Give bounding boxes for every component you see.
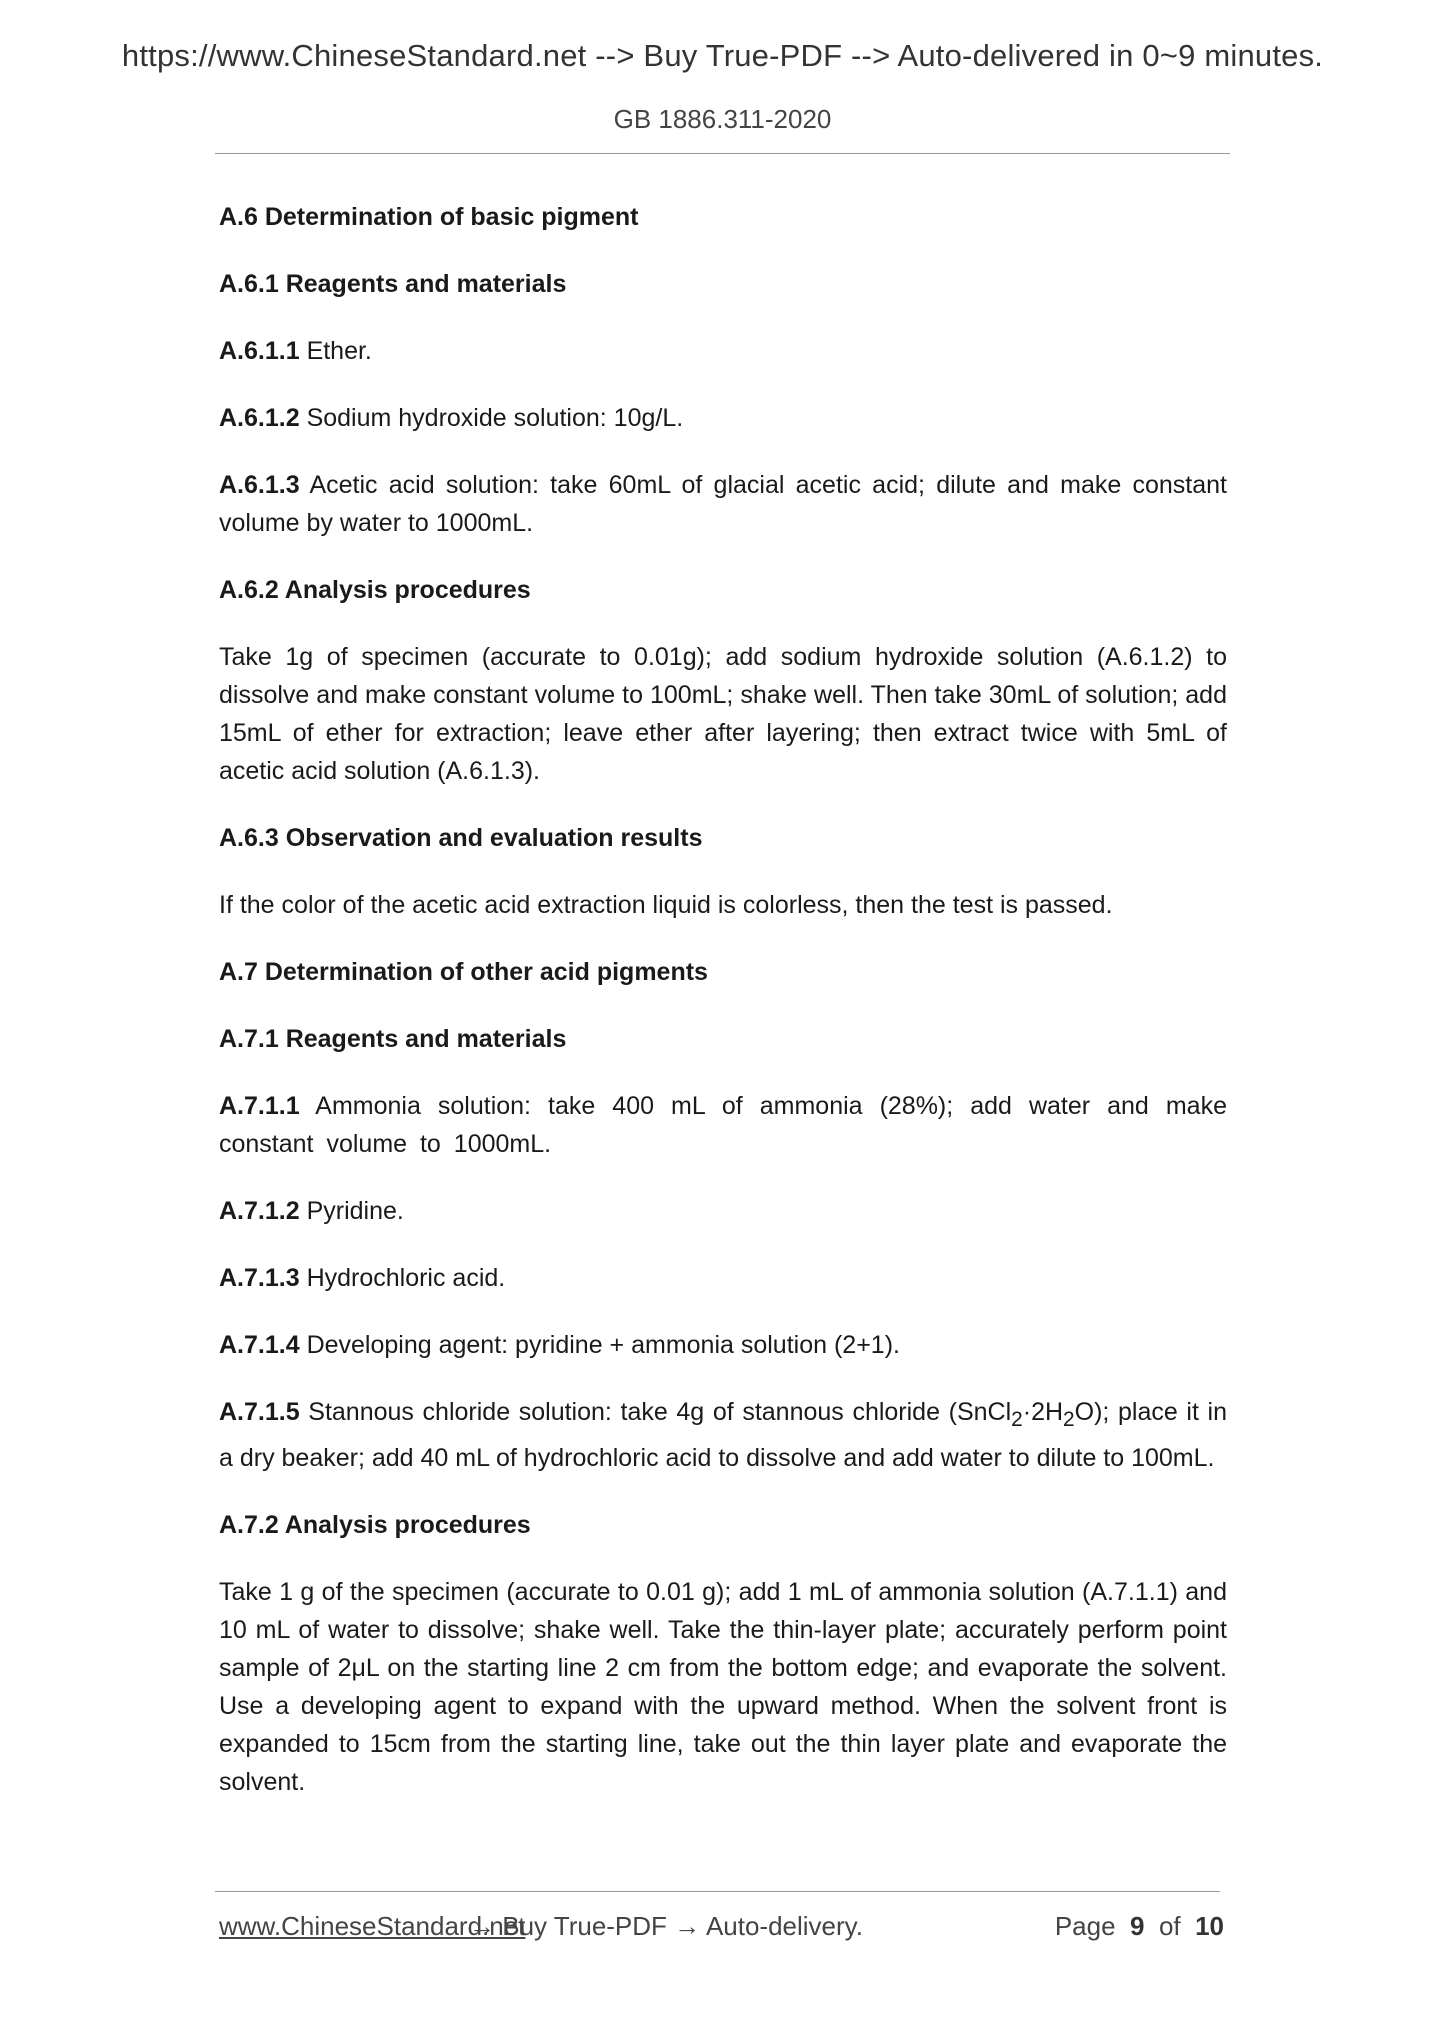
clause-a612: [219, 399, 1227, 437]
page-label: Page: [1054, 1911, 1116, 1941]
clause-text: O); place it in a dry beaker; add 40 mL of hydrochloric acid to dissolve and add water to dilute to 100mL.: [219, 1398, 1228, 1472]
section-heading-a62: A.6.2 Analysis procedures: [219, 576, 531, 604]
clause-number: A.7.1.2: [219, 1197, 300, 1225]
section-heading-a7: A.7 Determination of other acid pigments: [219, 958, 708, 986]
section-heading-a6: A.6 Determination of basic pigment: [219, 203, 639, 231]
clause-a611: [219, 332, 1227, 370]
page-indicator: [1055, 1911, 1224, 1942]
footer-site-link[interactable]: www.ChineseStandard.net: [219, 1911, 526, 1941]
of-label: of: [1158, 1911, 1181, 1941]
subscript: 2: [1063, 1408, 1075, 1431]
clause-text: Hydrochloric acid.: [306, 1264, 506, 1292]
page-total: 10: [1195, 1911, 1224, 1941]
document-body: [219, 198, 1227, 1830]
clause-number: A.7.1.3: [219, 1264, 300, 1292]
footer-divider: [215, 1891, 1220, 1892]
clause-number: A.7.1.5: [219, 1398, 300, 1426]
clause-a613: [219, 466, 1227, 542]
clause-text: Ether.: [306, 337, 372, 365]
section-heading-a63: A.6.3 Observation and evaluation results: [219, 824, 703, 852]
section-heading-a71: A.7.1 Reagents and materials: [219, 1025, 567, 1053]
clause-a712: [219, 1192, 1227, 1230]
clause-a713: [219, 1259, 1227, 1297]
subscript: 2: [1011, 1408, 1023, 1431]
clause-number: A.6.1.3: [219, 471, 300, 499]
clause-text: Developing agent: pyridine + ammonia solution (2+1).: [306, 1331, 900, 1359]
section-heading-a61: A.6.1 Reagents and materials: [219, 270, 567, 298]
paragraph-a63: If the color of the acetic acid extraction liquid is colorless, then the test is passed.: [219, 891, 1113, 919]
footer-tagline: → Buy True-PDF → Auto-delivery.: [469, 1911, 863, 1941]
clause-number: A.7.1.1: [219, 1092, 300, 1120]
clause-text: ·2H: [1022, 1398, 1064, 1426]
clause-a714: [219, 1326, 1227, 1364]
paragraph-a62: Take 1g of specimen (accurate to 0.01g); add sodium hydroxide solution (A.6.1.2) to dissolve and make constant volume to 100mL; shake well. Then take 30mL of solution; add 15mL of ether for extraction; leave ether after layering; then extract twice with 5mL of acetic acid solution (A.6.1.3).: [219, 643, 1227, 785]
page-number: 9: [1130, 1911, 1145, 1941]
top-banner: https://www.ChineseStandard.net --> Buy True-PDF --> Auto-delivered in 0~9 minutes.: [121, 38, 1324, 73]
section-heading-a72: A.7.2 Analysis procedures: [219, 1511, 531, 1539]
clause-a711: [219, 1087, 1227, 1163]
document-code: GB 1886.311-2020: [613, 104, 832, 134]
clause-text: Pyridine.: [306, 1197, 404, 1225]
clause-a715: [219, 1393, 1227, 1477]
page-footer: [219, 1911, 1224, 1949]
clause-text: Ammonia solution: take 400 mL of ammonia (28%); add water and make constant volume to 1000mL.: [219, 1092, 1227, 1158]
header-divider: [215, 153, 1230, 154]
clause-text: Sodium hydroxide solution: 10g/L.: [306, 404, 684, 432]
clause-text: Acetic acid solution: take 60mL of glacial acetic acid; dilute and make constant volume by water to 1000mL.: [219, 471, 1227, 537]
paragraph-a72: Take 1 g of the specimen (accurate to 0.01 g); add 1 mL of ammonia solution (A.7.1.1) and 10 mL of water to dissolve; shake well. Take the thin-layer plate; accurately perform point sample of 2μL on the starting line 2 cm from the bottom edge; and evaporate the solvent. Use a developing agent to expand with the upward method. When the solvent front is expanded to 15cm from the starting line, take out the thin layer plate and evaporate the solvent.: [219, 1578, 1227, 1796]
clause-number: A.6.1.1: [219, 337, 300, 365]
clause-number: A.7.1.4: [219, 1331, 300, 1359]
clause-number: A.6.1.2: [219, 404, 300, 432]
clause-text: Stannous chloride solution: take 4g of stannous chloride (SnCl: [308, 1398, 1012, 1426]
